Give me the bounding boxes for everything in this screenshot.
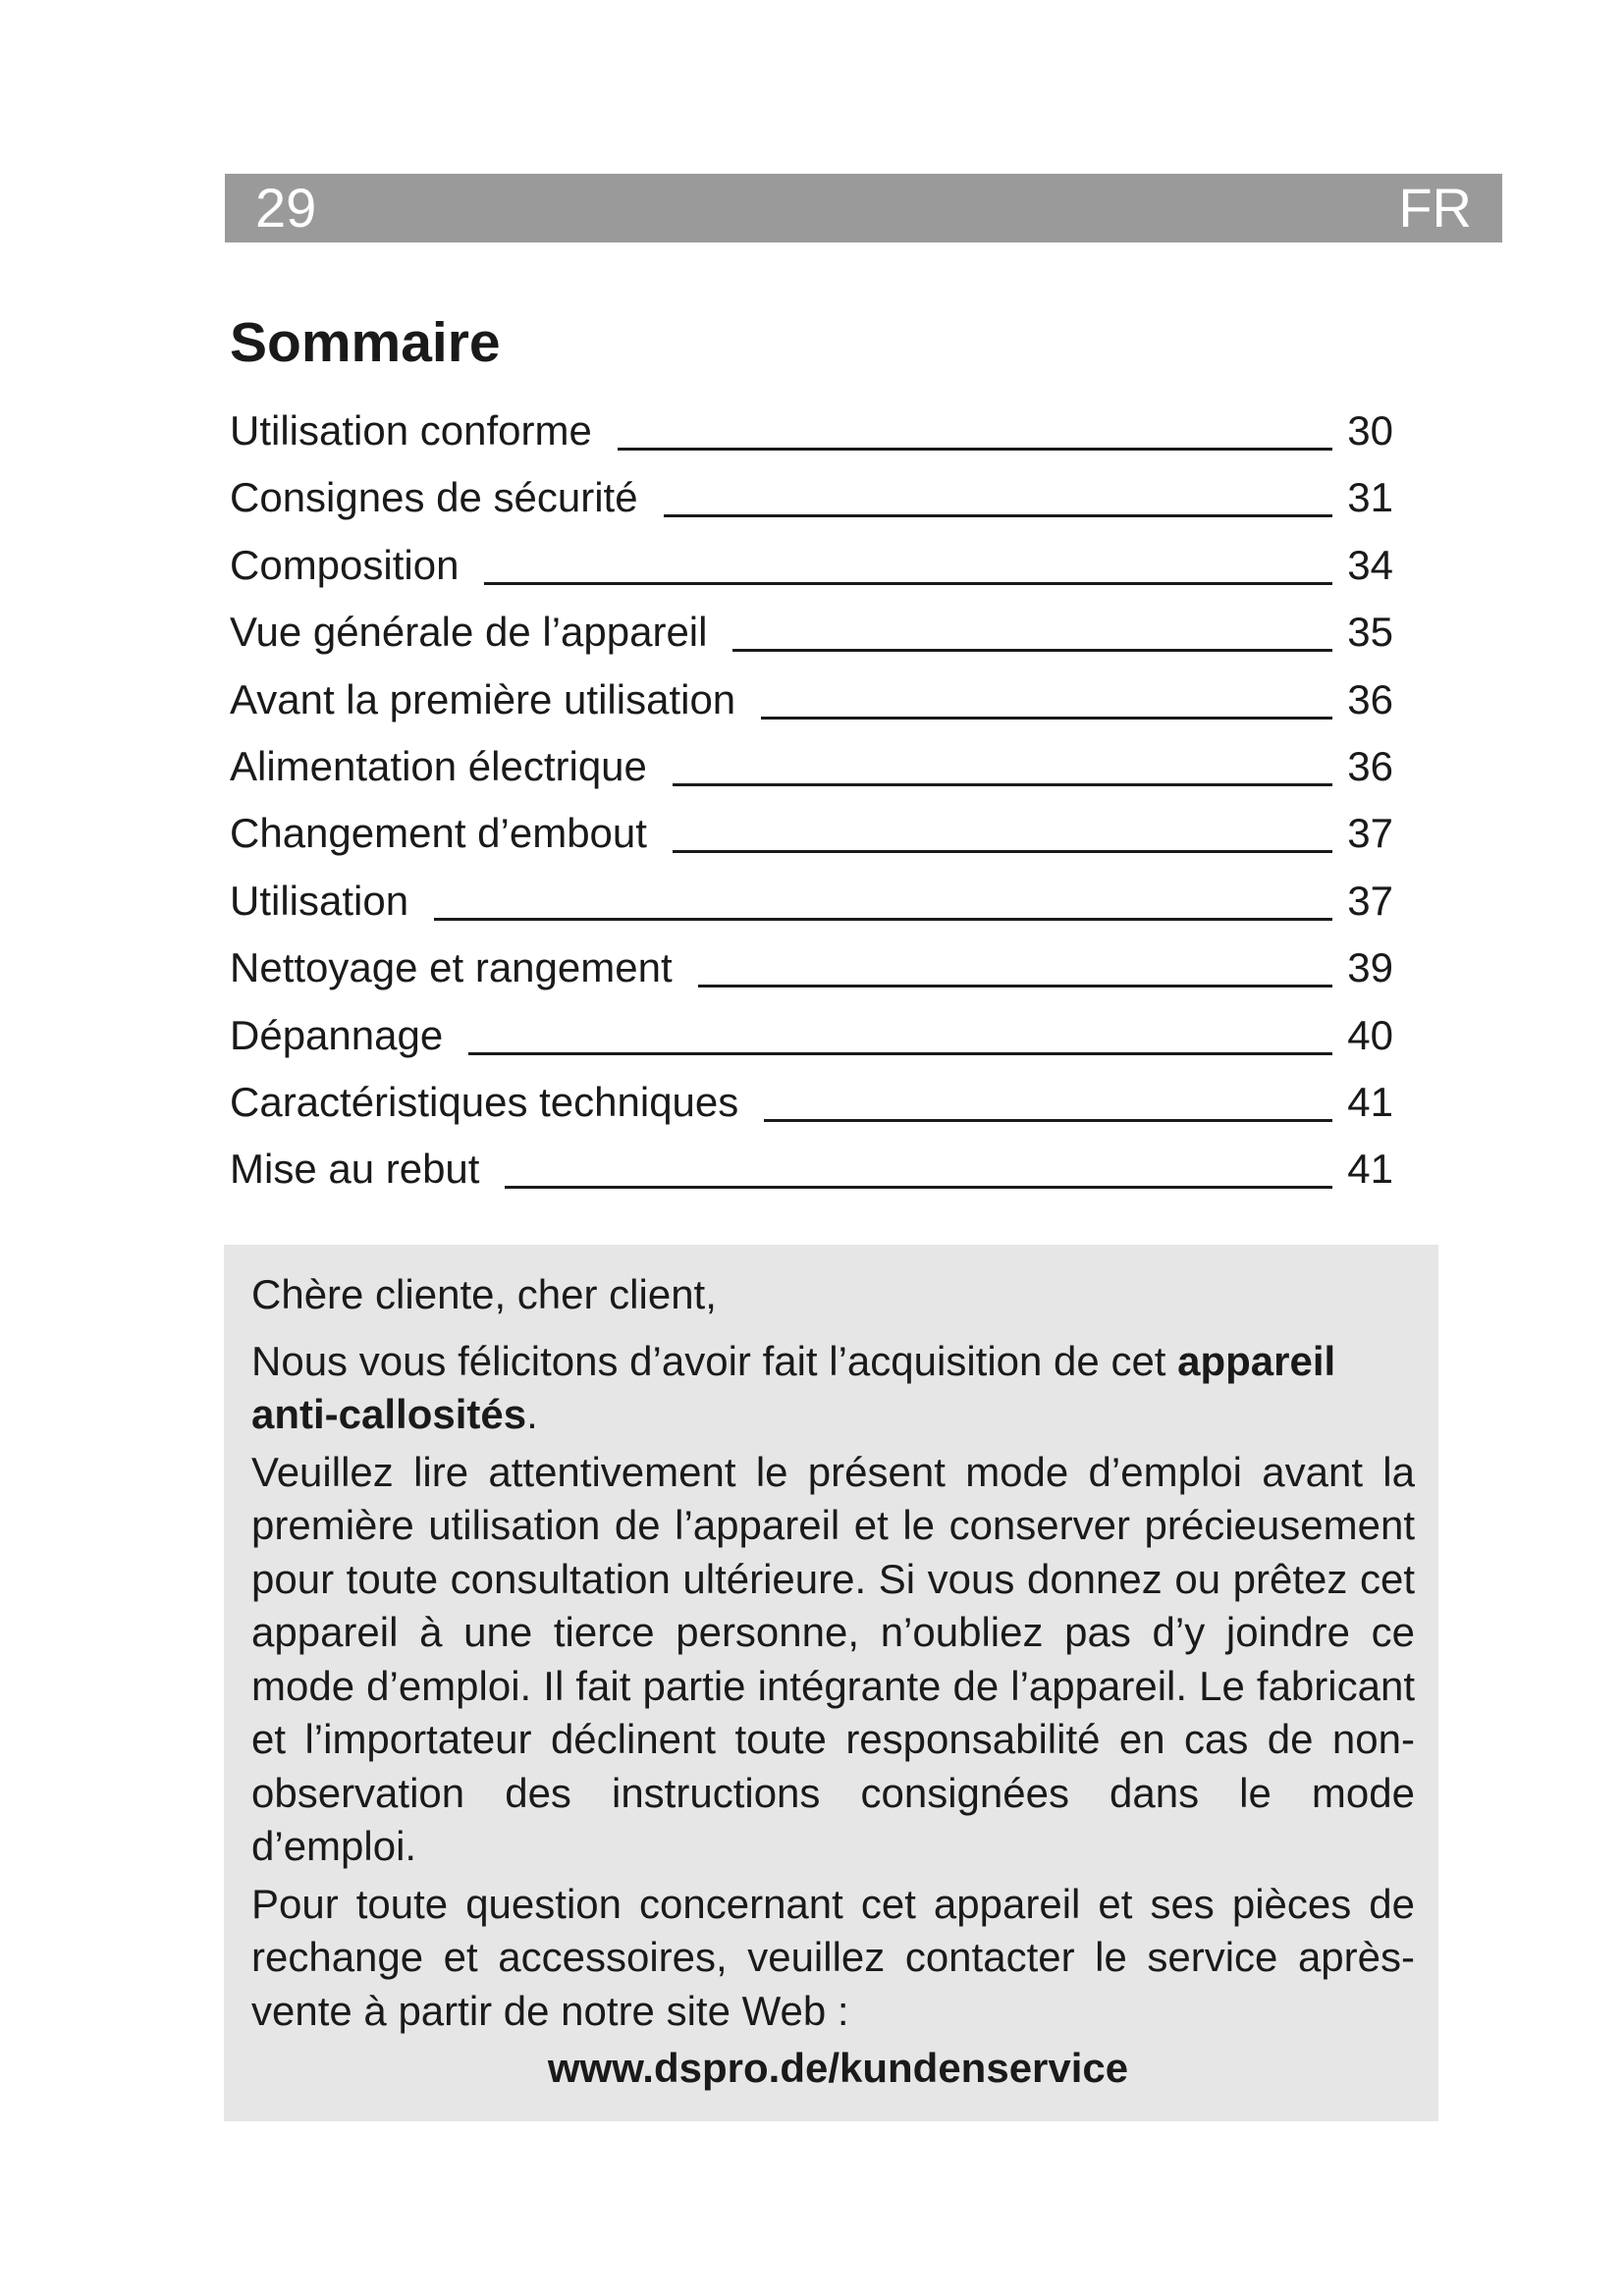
toc-entry-vue-generale[interactable] — [230, 599, 1393, 666]
toc-entry-page: 36 — [1347, 675, 1393, 722]
toc-leader-line — [732, 649, 1332, 652]
contact-paragraph: Pour toute question concernant cet appareil et ses pièces de rechange et accessoires, veuillez contacter le service après-vente à partir de notre site Web : — [251, 1880, 1415, 2034]
toc-leader-line — [618, 448, 1332, 451]
toc-entry-avant-premiere-utilisation[interactable] — [230, 667, 1393, 733]
service-url-link[interactable]: www.dspro.de/kundenservice — [547, 2045, 1129, 2091]
toc-entry-page: 37 — [1347, 810, 1393, 857]
toc-entry-page: 34 — [1347, 541, 1393, 588]
toc-entry-label: Caractéristiques techniques — [230, 1078, 739, 1125]
toc-leader-line — [664, 514, 1332, 517]
toc-entry-label: Nettoyage et rangement — [230, 944, 673, 991]
toc-leader-line — [434, 918, 1332, 921]
toc-entry-changement-embout[interactable] — [230, 800, 1393, 867]
instructions-paragraph: Veuillez lire attentivement le présent mode d’emploi avant la première utilisation de l’appareil et le conserver précieusement pour toute consultation ultérieure. Si vous donnez ou prêtez cet appareil à une tierce personne, n’oubliez pas d’y joindre ce mode d’emploi. Il fait partie intégrante de l’appareil. Le fabricant et l’importateur déclinent toute responsabilité en cas de non-observation des instructions consignées dans le mode d’emploi. — [251, 1448, 1415, 1869]
language-code: FR — [1398, 177, 1472, 239]
toc-entry-caracteristiques-techniques[interactable] — [230, 1069, 1393, 1136]
page-header-bar — [225, 174, 1502, 242]
toc-entry-label: Alimentation électrique — [230, 742, 647, 789]
salutation: Chère cliente, cher client, — [251, 1271, 717, 1317]
toc-leader-line — [484, 582, 1332, 585]
intro-box — [224, 1245, 1438, 2121]
toc-entry-label: Composition — [230, 541, 460, 588]
toc-entry-page: 41 — [1347, 1078, 1393, 1125]
toc-entry-label: Utilisation conforme — [230, 407, 592, 454]
toc-entry-label: Utilisation — [230, 877, 409, 924]
toc-entry-depannage[interactable] — [230, 1002, 1393, 1069]
congrats-end: . — [526, 1391, 538, 1437]
toc-entry-utilisation[interactable] — [230, 868, 1393, 934]
toc-entry-label: Mise au rebut — [230, 1146, 480, 1193]
toc-entry-page: 39 — [1347, 944, 1393, 991]
toc-leader-line — [673, 850, 1332, 853]
toc-entry-mise-au-rebut[interactable] — [230, 1136, 1393, 1202]
toc-entry-consignes-de-securite[interactable] — [230, 464, 1393, 531]
toc-entry-page: 41 — [1347, 1146, 1393, 1193]
toc-leader-line — [505, 1186, 1332, 1189]
toc-entry-page: 40 — [1347, 1011, 1393, 1058]
toc-entry-nettoyage-rangement[interactable] — [230, 934, 1393, 1001]
toc-leader-line — [698, 985, 1332, 988]
toc-entry-utilisation-conforme[interactable] — [230, 398, 1393, 464]
intro-content — [251, 1268, 1415, 2096]
congrats-paragraph — [251, 1335, 1415, 1442]
toc-leader-line — [761, 717, 1332, 720]
toc-entry-page: 37 — [1347, 877, 1393, 924]
toc-entry-composition[interactable] — [230, 532, 1393, 599]
toc-entry-label: Avant la première utilisation — [230, 675, 736, 722]
toc-title: Sommaire — [230, 311, 501, 374]
page-number: 29 — [255, 177, 317, 239]
toc-entry-page: 36 — [1347, 742, 1393, 789]
toc-leader-line — [764, 1119, 1332, 1122]
toc-entry-page: 30 — [1347, 407, 1393, 454]
table-of-contents — [230, 398, 1408, 1203]
toc-entry-alimentation-electrique[interactable] — [230, 733, 1393, 800]
toc-entry-label: Dépannage — [230, 1011, 444, 1058]
toc-entry-page: 35 — [1347, 609, 1393, 656]
toc-entry-label: Changement d’embout — [230, 810, 647, 857]
toc-entry-page: 31 — [1347, 474, 1393, 521]
toc-entry-label: Consignes de sécurité — [230, 474, 638, 521]
congrats-text: Nous vous félicitons d’avoir fait l’acquisition de cet — [251, 1337, 1178, 1384]
toc-leader-line — [673, 783, 1332, 786]
toc-leader-line — [468, 1052, 1332, 1055]
product-name: appareil anti-callosités — [251, 1337, 1336, 1437]
toc-entry-label: Vue générale de l’appareil — [230, 609, 708, 656]
